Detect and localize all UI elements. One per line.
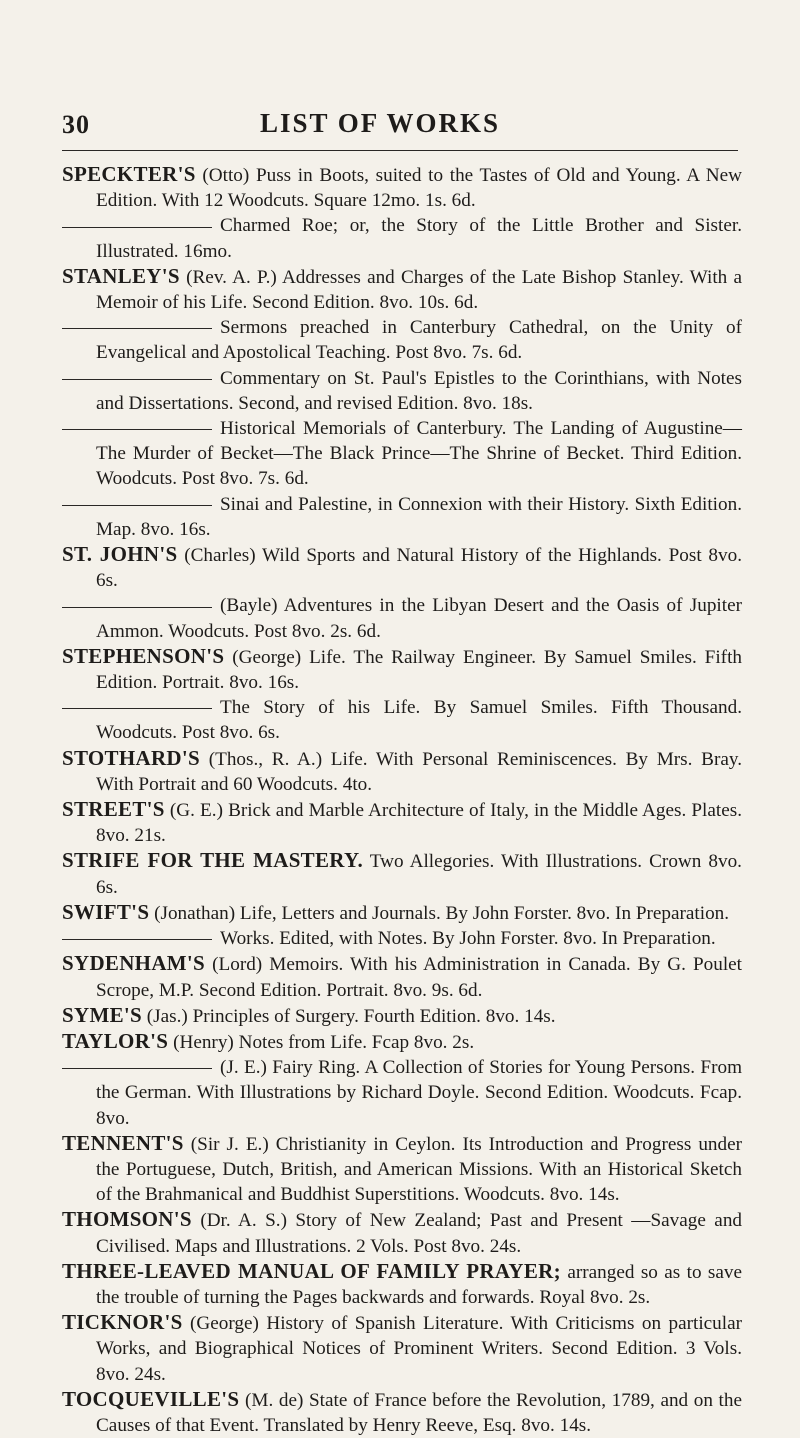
entry-text: (G. E.) Brick and Marble Architecture of Italy, in the Middle Ages. Plates. 8vo. 21s. [96, 800, 742, 847]
catalogue-entry [62, 1207, 742, 1258]
ditto-rule [62, 227, 212, 228]
page-header [0, 0, 800, 150]
entry-author: STREET'S [62, 797, 165, 822]
entry-text: (Rev. A. P.) Addresses and Charges of the Late Bishop Stanley. With a Memoir of his Life. Second Edition. 8vo. 10s. 6d. [96, 266, 743, 314]
ditto-rule [62, 379, 212, 380]
catalogue-subentry [62, 1055, 742, 1131]
catalogue-subentry [62, 315, 742, 365]
catalogue-entry [62, 746, 742, 797]
entry-author: TICKNOR'S [62, 1310, 183, 1335]
entry-text: (Otto) Puss in Boots, suited to the Tastes of Old and Young. A New Edition. With 12 Woodcuts. Square 12mo. 1s. 6d. [96, 165, 742, 212]
catalogue-entry [62, 644, 742, 695]
catalogue-subentry [62, 366, 742, 416]
entry-text: (Bayle) Adventures in the Libyan Desert and the Oasis of Jupiter Ammon. Woodcuts. Post 8vo. 2s. 6d. [96, 595, 742, 642]
entry-author: STRIFE FOR THE MASTERY. [62, 848, 364, 873]
entry-author: THREE-LEAVED MANUAL OF FAMILY PRAYER; [62, 1258, 561, 1283]
entry-author: SWIFT'S [62, 899, 150, 924]
ditto-rule [62, 607, 212, 608]
entry-text: (M. de) State of France before the Revolution, 1789, and on the Causes of that Event. Translated by Henry Reeve, Esq. 8vo. 14s. [96, 1389, 742, 1436]
ditto-rule [62, 429, 212, 430]
catalogue-subentry [62, 416, 742, 492]
catalogue-entry [62, 848, 742, 899]
entry-text: (Dr. A. S.) Story of New Zealand; Past and Present —Savage and Civilised. Maps and Illustrations. 2 Vols. Post 8vo. 24s. [96, 1210, 743, 1257]
catalogue-subentry [62, 926, 742, 951]
entry-author: SYME'S [62, 1002, 142, 1027]
entry-text: (George) Life. The Railway Engineer. By Samuel Smiles. Fifth Edition. Portrait. 8vo. 16s. [96, 646, 742, 694]
entry-text: (George) History of Spanish Literature. With Criticisms on particular Works, and Biographical Notices of Prominent Writers. Second Edition. 3 Vols. 8vo. 24s. [96, 1313, 743, 1385]
entry-text: (J. E.) Fairy Ring. A Collection of Stories for Young Persons. From the German. With Illustrations by Richard Doyle. Second Edition. Woodcuts. Fcap. 8vo. [96, 1057, 742, 1129]
header-rule [62, 150, 738, 151]
catalogue-subentry [62, 593, 742, 643]
entry-text: The Story of his Life. By Samuel Smiles. Fifth Thousand. Woodcuts. Post 8vo. 6s. [96, 697, 742, 744]
entry-text: Commentary on St. Paul's Epistles to the Corinthians, with Notes and Dissertations. Second, and revised Edition. 8vo. 18s. [96, 367, 742, 414]
page-number: 30 [62, 110, 90, 139]
entry-text: Works. Edited, with Notes. By John Forster. 8vo. In Preparation. [220, 928, 716, 950]
catalogue-entry [62, 1131, 742, 1208]
running-head: LIST OF WORKS [260, 108, 501, 138]
entry-author: SYDENHAM'S [62, 951, 206, 976]
catalogue-entry [62, 951, 742, 1002]
ditto-rule [62, 328, 212, 329]
ditto-rule [62, 1068, 212, 1069]
catalogue-subentry [62, 492, 742, 542]
entry-author: THOMSON'S [62, 1207, 192, 1232]
entry-text: (Thos., R. A.) Life. With Personal Reminiscences. By Mrs. Bray. With Portrait and 60 Woodcuts. 4to. [96, 748, 743, 795]
catalogue-entry [62, 542, 742, 593]
catalogue-subentry [62, 695, 742, 745]
entry-author: SPECKTER'S [62, 162, 196, 186]
entry-text: (Charles) Wild Sports and Natural History of the Highlands. Post 8vo. 6s. [96, 545, 742, 592]
ditto-rule [62, 708, 212, 709]
entry-author: STOTHARD'S [62, 745, 200, 770]
entry-author: STANLEY'S [62, 263, 180, 288]
entry-text: (Lord) Memoirs. With his Administration in Canada. By G. Poulet Scrope, M.P. Second Edition. Portrait. 8vo. 9s. 6d. [96, 954, 743, 1001]
entry-author: ST. JOHN'S [62, 542, 178, 567]
ditto-rule [62, 939, 212, 940]
catalogue-entry [62, 1310, 742, 1387]
catalogue-entry [62, 1029, 742, 1055]
entry-author: TOCQUEVILLE'S [62, 1386, 240, 1411]
catalogue-entry [62, 264, 742, 315]
catalogue-entry [62, 797, 742, 848]
catalogue-entry [62, 900, 742, 926]
catalogue-entry [62, 162, 742, 213]
entry-text: Charmed Roe; or, the Story of the Little Brother and Sister. Illustrated. 16mo. [96, 215, 742, 262]
entry-author: TENNENT'S [62, 1130, 184, 1155]
entry-text: Two Allegories. With Illustrations. Crown 8vo. 6s. [96, 851, 742, 898]
catalogue-entry [62, 1003, 742, 1029]
entry-text: Sinai and Palestine, in Connexion with their History. Sixth Edition. Map. 8vo. 16s. [96, 493, 742, 540]
catalogue-entry [62, 1387, 742, 1438]
entry-text: (Sir J. E.) Christianity in Ceylon. Its Introduction and Progress under the Portuguese, Dutch, British, and American Missions. With an Historical Sketch of the Brahmanical and Buddhist Superstitions. Woodcuts. 8vo. 14s. [96, 1133, 743, 1206]
entry-text: Sermons preached in Canterbury Cathedral, on the Unity of Evangelical and Apostolical Teaching. Post 8vo. 7s. 6d. [96, 317, 742, 364]
entry-author: STEPHENSON'S [62, 643, 225, 668]
entry-text: (Henry) Notes from Life. Fcap 8vo. 2s. [173, 1031, 475, 1053]
entry-text: (Jas.) Principles of Surgery. Fourth Edition. 8vo. 14s. [146, 1005, 556, 1027]
entry-text: Historical Memorials of Canterbury. The Landing of Augustine—The Murder of Becket—The Black Prince—The Shrine of Becket. Third Edition. Woodcuts. Post 8vo. 7s. 6d. [96, 418, 742, 490]
catalogue-entry [62, 1259, 742, 1310]
entry-text: (Jonathan) Life, Letters and Journals. By John Forster. 8vo. In Preparation. [154, 902, 730, 924]
catalogue-subentry [62, 213, 742, 263]
entry-list [62, 162, 742, 1438]
entry-author: TAYLOR'S [62, 1028, 169, 1053]
entry-text: arranged so as to save the trouble of turning the Pages backwards and forwards. Royal 8vo. 2s. [96, 1261, 743, 1308]
ditto-rule [62, 505, 212, 506]
